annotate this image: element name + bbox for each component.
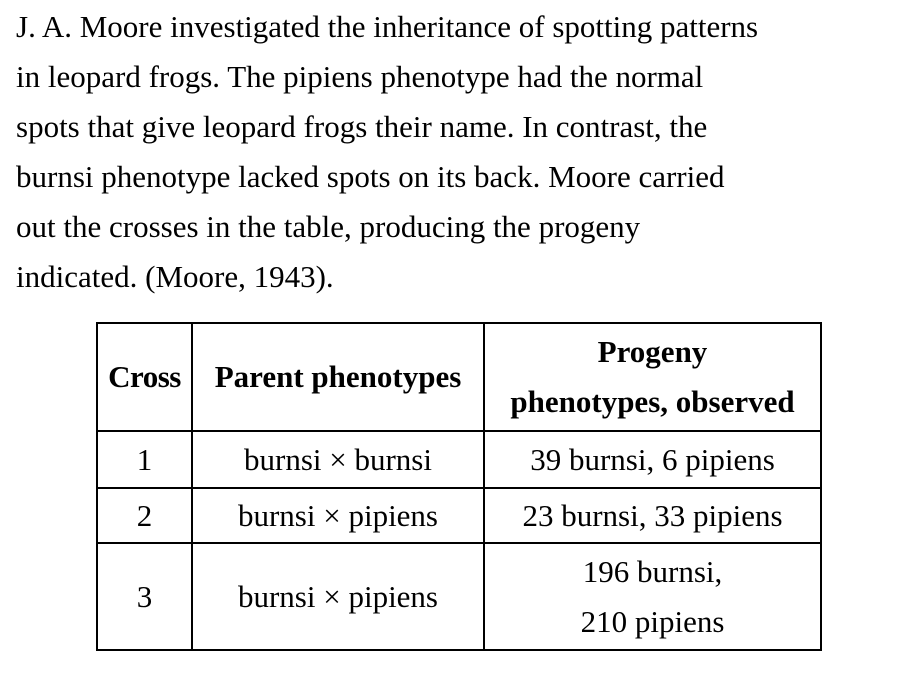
table-header-row <box>97 323 821 431</box>
cell-progeny <box>484 488 821 543</box>
header-parent-phenotypes: Parent phenotypes <box>192 323 484 431</box>
cell-progeny-line-1: 39 burnsi, 6 pipiens <box>530 441 775 477</box>
cell-progeny-line-1: 196 burnsi, <box>582 553 723 589</box>
cell-parent-phenotypes: burnsi × pipiens <box>192 543 484 650</box>
cell-parent-phenotypes: burnsi × burnsi <box>192 431 484 488</box>
crosses-table <box>96 322 822 651</box>
header-cross: Cross <box>97 323 192 431</box>
cell-progeny-line-1: 23 burnsi, 33 pipiens <box>522 497 783 533</box>
cell-progeny <box>484 543 821 650</box>
cell-cross: 1 <box>97 431 192 488</box>
table-row <box>97 488 821 543</box>
intro-line-5: out the crosses in the table, producing the progeny <box>16 209 641 244</box>
intro-line-2: in leopard frogs. The pipiens phenotype had the normal <box>16 59 704 94</box>
header-progeny-line-1: Progeny <box>597 334 708 369</box>
cell-cross: 2 <box>97 488 192 543</box>
table-row <box>97 431 821 488</box>
intro-line-1: J. A. Moore investigated the inheritance of spotting patterns <box>16 9 759 44</box>
intro-line-4: burnsi phenotype lacked spots on its back. Moore carried <box>16 159 725 194</box>
intro-paragraph <box>16 2 896 302</box>
header-progeny-line-2: phenotypes, observed <box>510 384 795 419</box>
cell-parent-phenotypes: burnsi × pipiens <box>192 488 484 543</box>
intro-line-3: spots that give leopard frogs their name. In contrast, the <box>16 109 708 144</box>
table-row <box>97 543 821 650</box>
cell-progeny-line-2: 210 pipiens <box>580 603 725 639</box>
intro-line-6: indicated. (Moore, 1943). <box>16 259 334 294</box>
cell-cross: 3 <box>97 543 192 650</box>
cell-progeny <box>484 431 821 488</box>
header-progeny-phenotypes <box>484 323 821 431</box>
